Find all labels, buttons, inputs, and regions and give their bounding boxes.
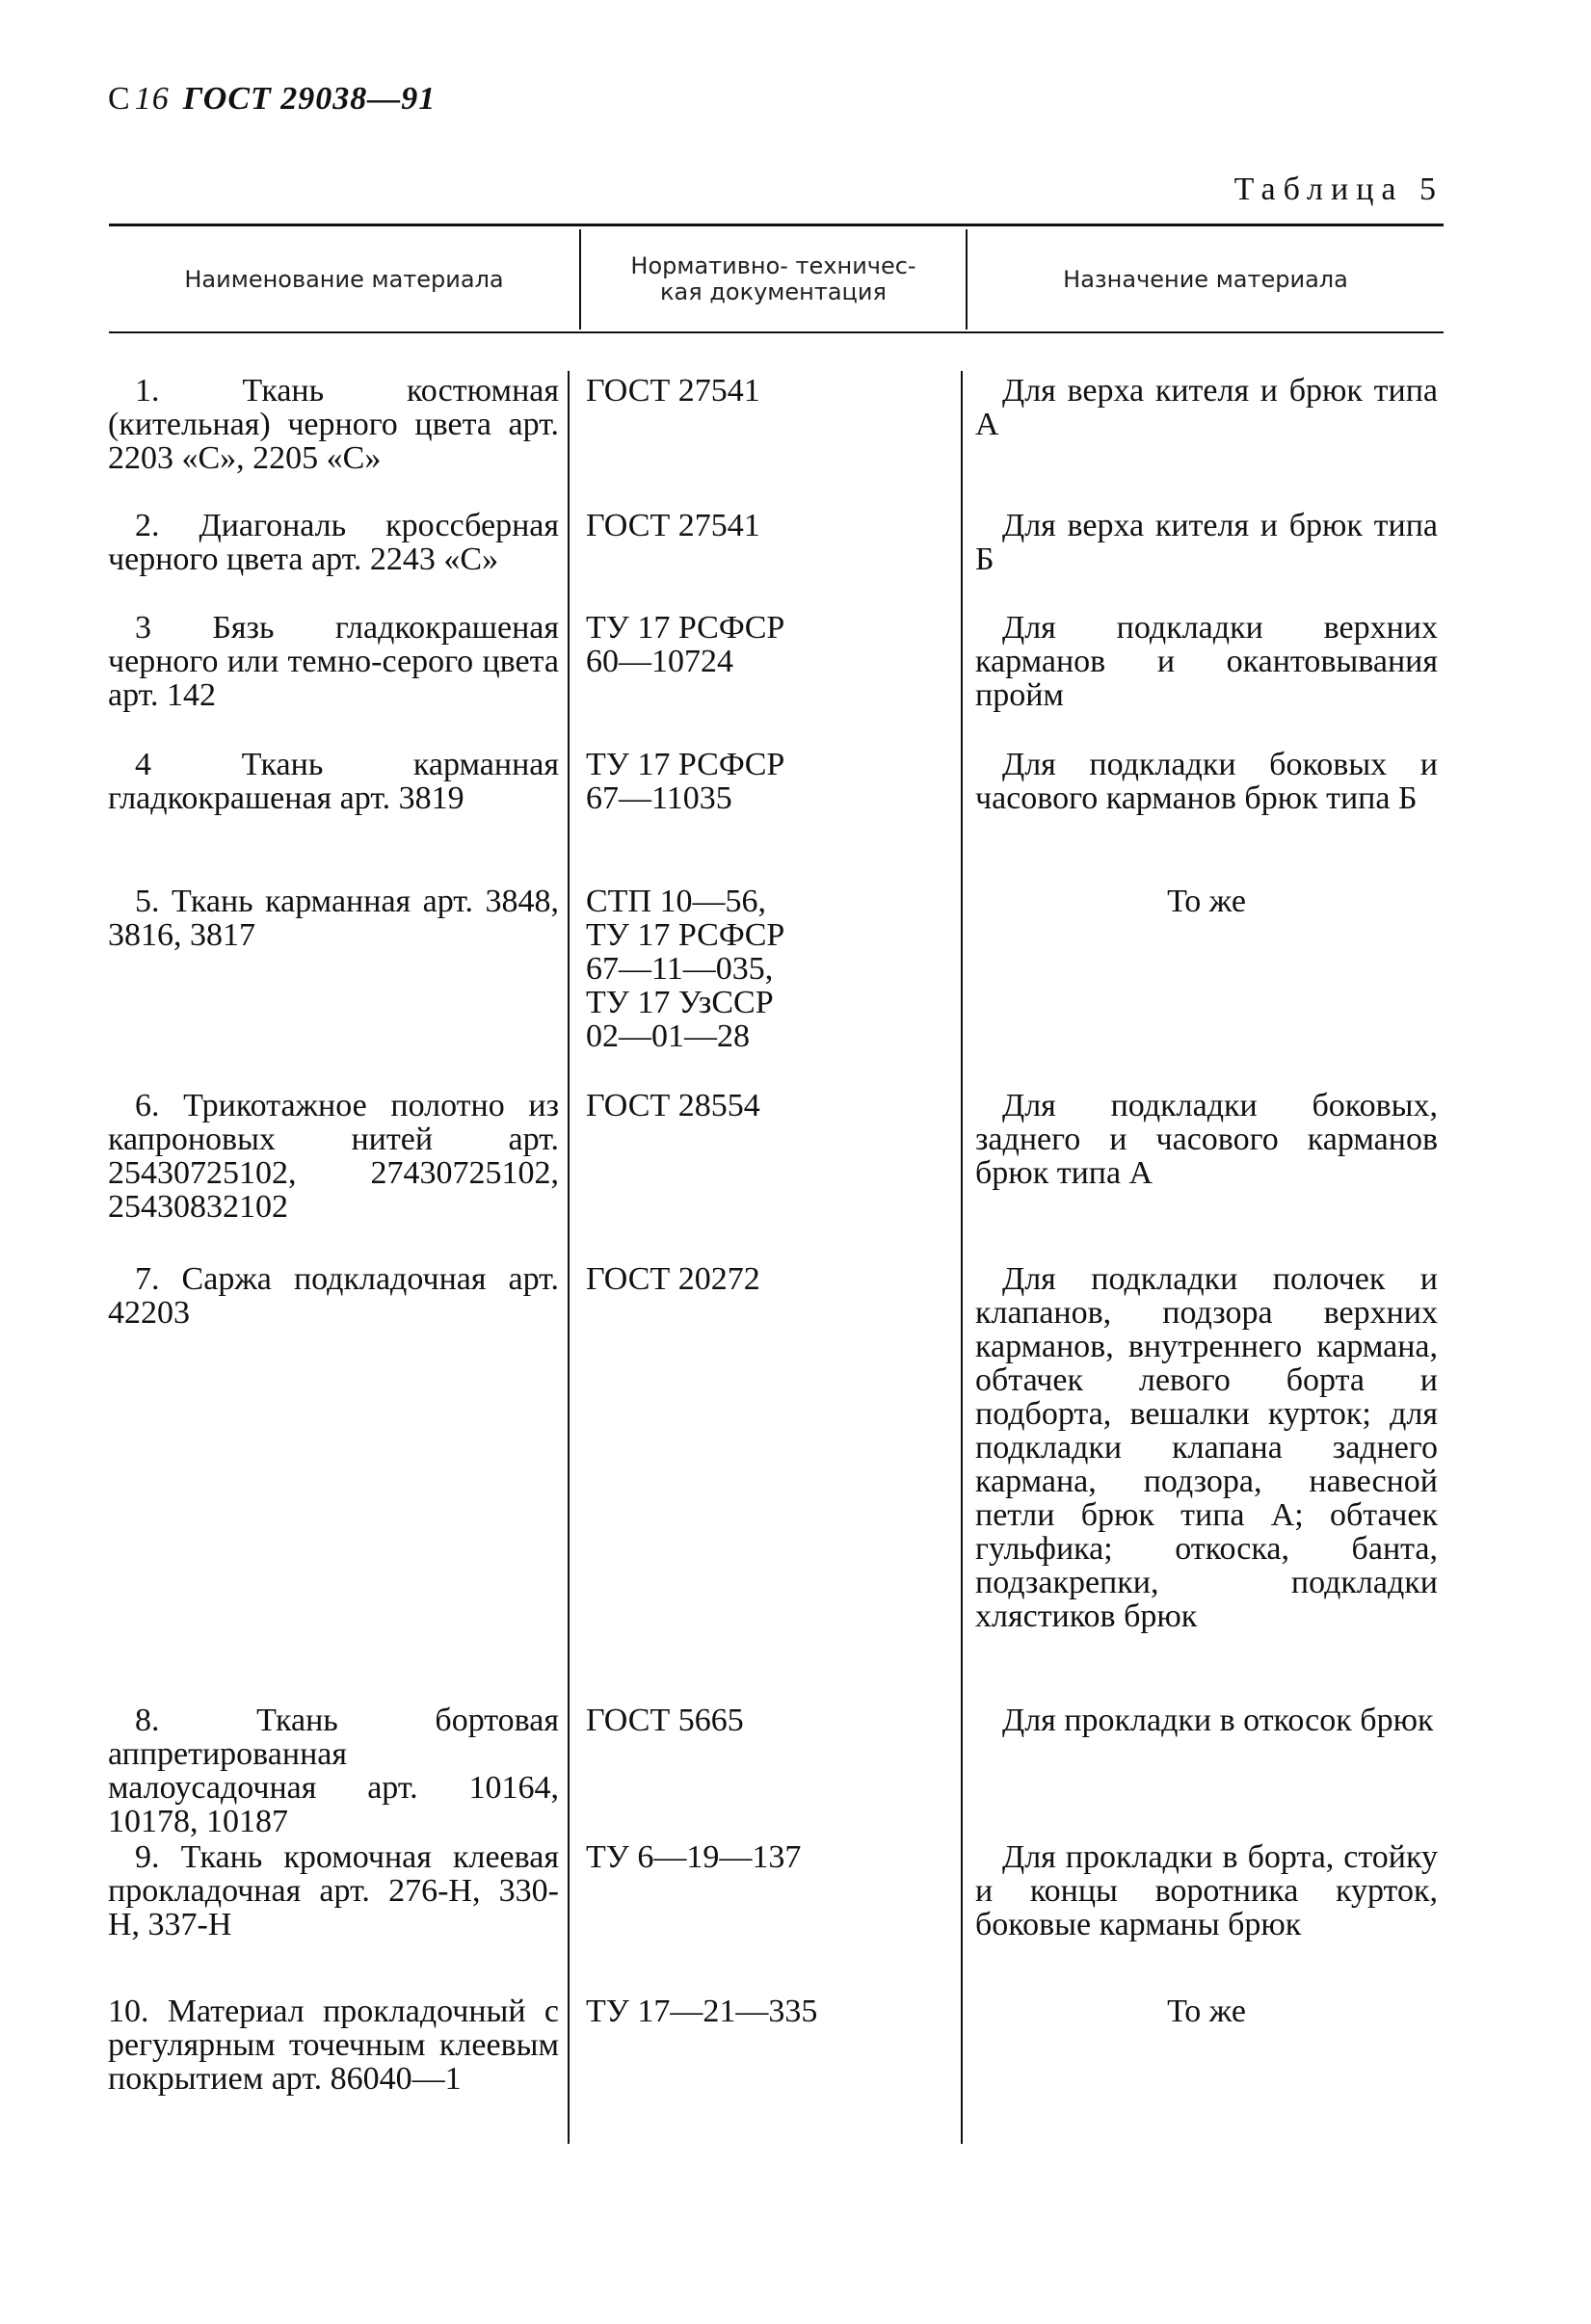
material-cell: 2. Диагональ кроссберная черного цвета арт. 2243 «С» xyxy=(108,508,559,577)
purpose-cell: Для прокладки в борта, стойку и концы воротника курток, боковые карманы брюк xyxy=(975,1839,1438,1942)
purpose-cell: То же xyxy=(1167,884,1246,919)
column-divider-2 xyxy=(961,371,963,2144)
purpose-cell: Для прокладки в откосок брюк xyxy=(1002,1703,1434,1738)
page-number: 16 xyxy=(134,81,170,117)
document-cell: ГОСТ 20272 xyxy=(586,1261,760,1297)
document-cell: ГОСТ 5665 xyxy=(586,1703,744,1738)
material-cell: 4 Ткань карманная гладкокрашеная арт. 3819 xyxy=(108,747,559,816)
table-top-rule xyxy=(109,224,1444,226)
document-cell: ТУ 17 РСФСР 67—11035 xyxy=(586,747,785,816)
purpose-cell: Для верха кителя и брюк типа Б xyxy=(975,508,1438,577)
document-cell: ТУ 6—19—137 xyxy=(586,1839,802,1875)
purpose-cell: Для подкладки боковых и часового карманов брюк типа Б xyxy=(975,747,1438,816)
material-cell: 6. Трикотажное полотно из капроновых нитей арт. 25430725102, 27430725102, 25430832102 xyxy=(108,1088,559,1225)
material-cell: 5. Ткань карманная арт. 3848, 3816, 3817 xyxy=(108,884,559,953)
page-prefix: С xyxy=(108,81,131,117)
material-cell: 10. Материал прокладочный с регулярным точечным клеевым покрытием арт. 86040—1 xyxy=(108,1994,559,2097)
purpose-cell: Для подкладки верхних карманов и окантовывания пройм xyxy=(975,610,1438,713)
table-caption: Таблица 5 xyxy=(1233,172,1444,207)
purpose-cell: Для подкладки боковых, заднего и часового карманов брюк типа А xyxy=(975,1088,1438,1191)
purpose-cell: То же xyxy=(1167,1994,1246,2029)
material-cell: 9. Ткань кромочная клеевая прокладочная арт. 276-Н, 330-Н, 337-Н xyxy=(108,1839,559,1942)
column-header-material: Наименование материала xyxy=(184,265,504,293)
column-divider-1 xyxy=(568,371,570,2144)
material-cell: 7. Саржа подкладочная арт. 42203 xyxy=(108,1261,559,1331)
document-cell: ГОСТ 27541 xyxy=(586,508,760,543)
column-header-purpose: Назначение материала xyxy=(1063,265,1348,293)
column-header-document: Нормативно- техничес- кая документация xyxy=(630,252,916,305)
material-cell: 1. Ткань костюмная (кительная) черного цвета арт. 2203 «С», 2205 «С» xyxy=(108,373,559,476)
document-cell: ТУ 17—21—335 xyxy=(586,1994,818,2029)
document-cell: ГОСТ 28554 xyxy=(586,1088,760,1123)
table-header-rule xyxy=(109,331,1444,333)
page-header xyxy=(108,81,436,118)
document-cell: ТУ 17 РСФСР 60—10724 xyxy=(586,610,785,679)
material-cell: 3 Бязь гладкокрашеная черного или темно-серого цвета арт. 142 xyxy=(108,610,559,713)
standard-number: ГОСТ 29038—91 xyxy=(182,81,437,117)
purpose-cell: Для подкладки полочек и клапанов, подзора верхних карманов, внутреннего кармана, обтачек левого борта и подборта, вешалки курток; для подкладки клапана заднего кармана, подзора, навесной петли брюк типа А; обтачек гульфика; откоска, банта, подзакрепки, подкладки хлястиков брюк xyxy=(975,1261,1438,1634)
document-cell: СТП 10—56, ТУ 17 РСФСР 67—11—035, ТУ 17 УзССР 02—01—28 xyxy=(586,884,785,1054)
purpose-cell: Для верха кителя и брюк типа А xyxy=(975,373,1438,442)
document-cell: ГОСТ 27541 xyxy=(586,373,760,409)
material-cell: 8. Ткань бортовая аппретированная малоусадочная арт. 10164, 10178, 10187 xyxy=(108,1703,559,1839)
